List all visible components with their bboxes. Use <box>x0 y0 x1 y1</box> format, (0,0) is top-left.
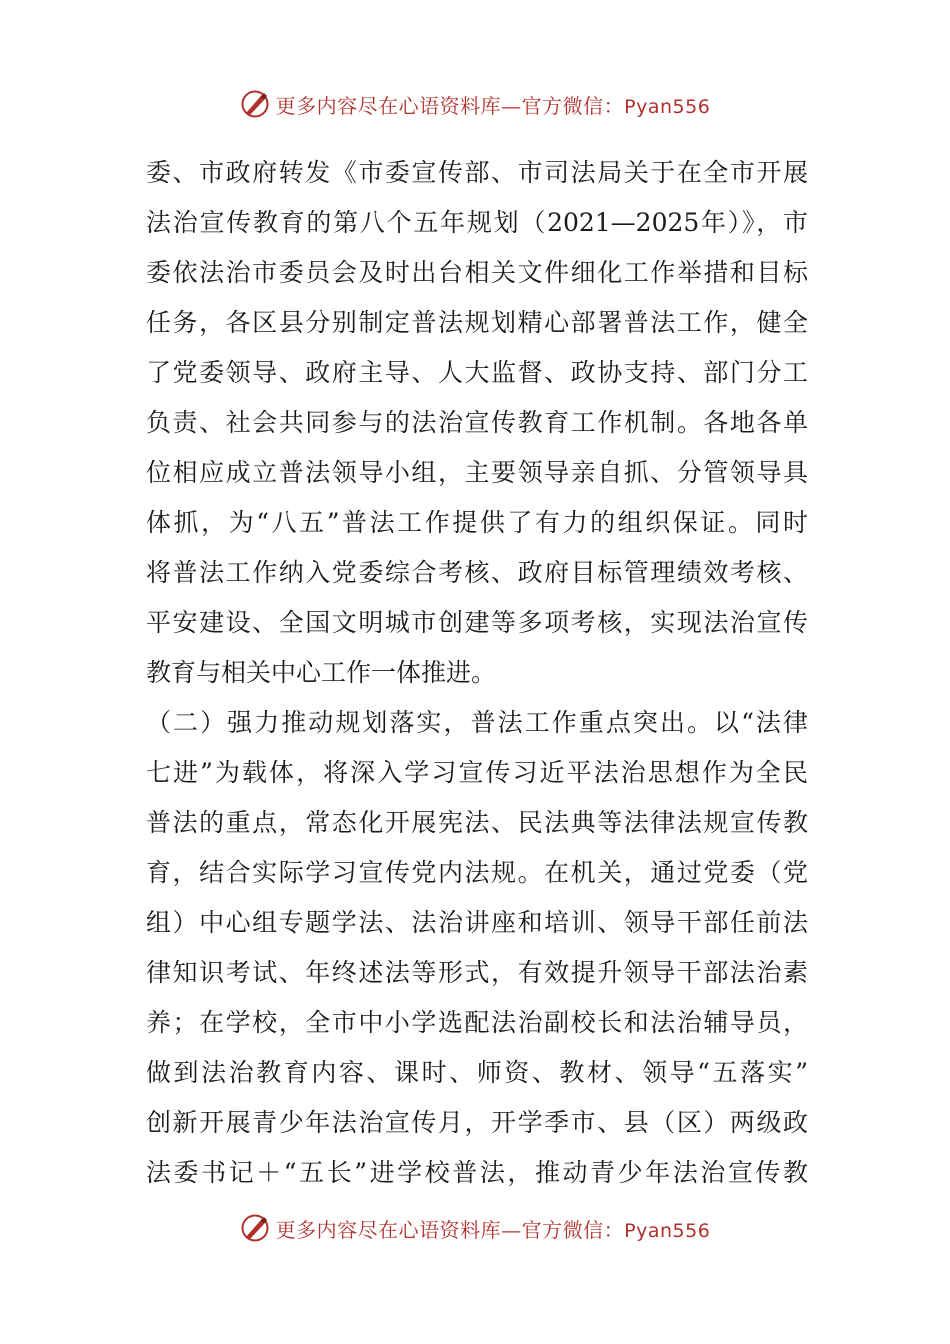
body-line: 平安建设、全国文明城市创建等多项考核，实现法治宣传 <box>146 608 808 637</box>
header-banner-text: 更多内容尽在心语资料库—官方微信：Pyan556 <box>275 93 711 118</box>
footer-wechat-id: Pyan556 <box>624 1219 711 1242</box>
body-line: 委、市政府转发《市委宣传部、市司法局关于在全市开展 <box>146 158 808 187</box>
footer-banner <box>0 1208 950 1248</box>
body-line: 法治宣传教育的第八个五年规划（2021—2025年）》，市 <box>146 208 808 237</box>
body-line: 养；在学校，全市中小学选配法治副校长和法治辅导员， <box>146 1008 808 1037</box>
body-line: 负责、社会共同参与的法治宣传教育工作机制。各地各单 <box>146 408 808 437</box>
body-line: 了党委领导、政府主导、人大监督、政协支持、部门分工 <box>146 358 808 387</box>
body-line: 律知识考试、年终述法等形式，有效提升领导干部法治素 <box>146 958 808 987</box>
body-line: 教育与相关中心工作一体推进。 <box>146 658 497 687</box>
header-banner <box>0 84 950 124</box>
body-line: 将普法工作纳入党委综合考核、政府目标管理绩效考核、 <box>146 558 808 587</box>
header-wechat-id: Pyan556 <box>624 95 711 118</box>
body-line: （二）强力推动规划落实，普法工作重点突出。以“法律 <box>146 708 808 737</box>
body-line: 委依法治市委员会及时出台相关文件细化工作举措和目标 <box>146 258 808 287</box>
body-line: 普法的重点，常态化开展宪法、民法典等法律法规宣传教 <box>146 808 808 837</box>
footer-banner-text: 更多内容尽在心语资料库—官方微信：Pyan556 <box>275 1217 711 1242</box>
pen-logo-icon <box>240 1213 270 1243</box>
body-line: 七进”为载体，将深入学习宣传习近平法治思想作为全民 <box>146 758 808 787</box>
document-body <box>146 148 808 1198</box>
pen-logo-icon <box>240 89 270 119</box>
body-line: 创新开展青少年法治宣传月，开学季市、县（区）两级政 <box>146 1108 808 1137</box>
body-line: 组）中心组专题学法、法治讲座和培训、领导干部任前法 <box>146 908 808 937</box>
body-line: 育，结合实际学习宣传党内法规。在机关，通过党委（党 <box>146 858 808 887</box>
body-line: 做到法治教育内容、课时、师资、教材、领导“五落实” <box>146 1058 808 1087</box>
body-line: 法委书记＋“五长”进学校普法，推动青少年法治宣传教 <box>146 1158 808 1187</box>
body-line: 位相应成立普法领导小组，主要领导亲自抓、分管领导具 <box>146 458 808 487</box>
body-line: 体抓，为“八五”普法工作提供了有力的组织保证。同时 <box>146 508 808 537</box>
body-line: 任务，各区县分别制定普法规划精心部署普法工作，健全 <box>146 308 808 337</box>
